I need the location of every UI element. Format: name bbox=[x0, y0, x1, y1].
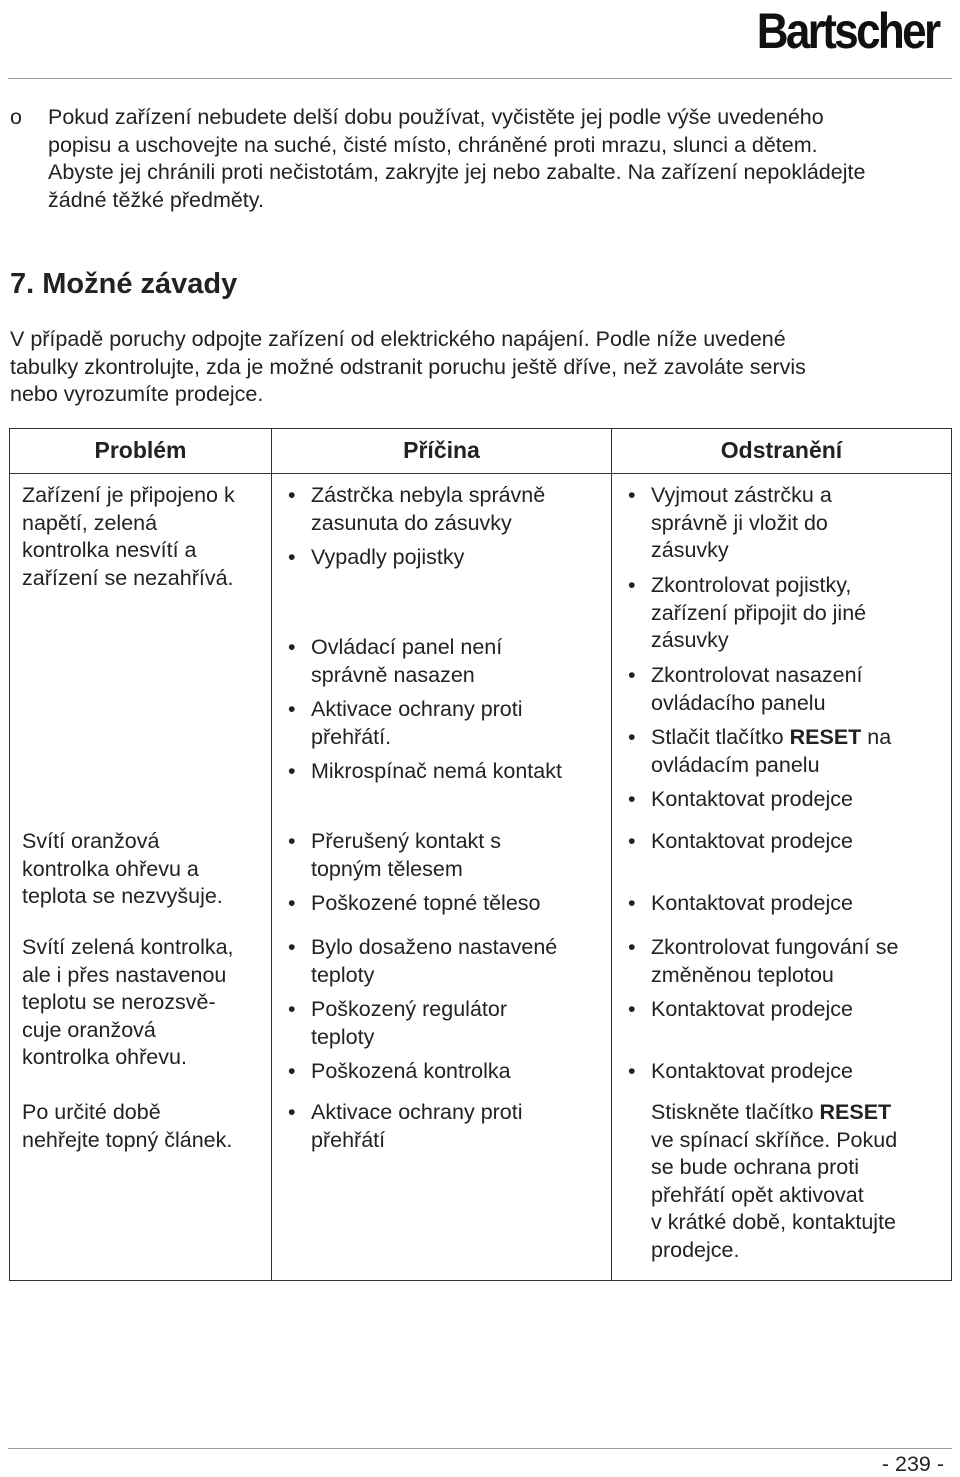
bullet-dot: • bbox=[628, 663, 636, 687]
text-line: teploty bbox=[311, 962, 375, 987]
text-line: Svítí zelená kontrolka, bbox=[22, 935, 234, 959]
bullet-dot: • bbox=[628, 725, 636, 749]
bullet-dot: • bbox=[628, 829, 636, 853]
list-item bbox=[624, 828, 945, 890]
text-line: nehřejte topný článek. bbox=[22, 1127, 233, 1152]
bullet-dot: • bbox=[628, 1059, 636, 1083]
text-line: žádné těžké předměty. bbox=[48, 187, 264, 212]
text-line: zasunuta do zásuvky bbox=[311, 510, 512, 535]
text-line: Aktivace ochrany proti bbox=[311, 1100, 523, 1124]
bullet-dot: • bbox=[628, 573, 636, 597]
list-item bbox=[624, 724, 945, 786]
text-line: Kontaktovat prodejce bbox=[651, 787, 853, 811]
header-divider bbox=[8, 78, 952, 79]
text-line: Kontaktovat prodejce bbox=[651, 1059, 853, 1083]
page-number: - 239 - bbox=[881, 1452, 944, 1476]
text-line: Zkontrolovat fungování se bbox=[651, 935, 899, 959]
list-item bbox=[284, 1058, 605, 1099]
list-item bbox=[284, 996, 605, 1058]
bullet-marker: o bbox=[10, 105, 22, 129]
text-line: Vypadly pojistky bbox=[311, 545, 465, 569]
solution-cell bbox=[612, 474, 952, 827]
footer-divider bbox=[8, 1448, 952, 1449]
bullet-dot: • bbox=[288, 545, 296, 569]
section-heading: 7. Možné závady bbox=[10, 268, 238, 300]
solution-cell bbox=[612, 934, 952, 1099]
text-line: zařízení se nezahřívá. bbox=[22, 565, 234, 590]
text-line: zásuvky bbox=[651, 628, 729, 652]
text-line: Zkontrolovat pojistky, bbox=[651, 573, 852, 597]
bullet-dot: • bbox=[628, 891, 636, 915]
list-item bbox=[624, 482, 945, 572]
text-line: Přerušený kontakt s bbox=[311, 829, 502, 853]
text-line: tabulky zkontrolujte, zda je možné odstranit poruchu ještě dříve, než zavoláte servis bbox=[10, 354, 806, 379]
text-line: Poškozený regulátor bbox=[311, 997, 507, 1021]
text-line: Aktivace ochrany proti bbox=[311, 697, 523, 721]
list-item bbox=[284, 828, 605, 890]
text-line: přehřátí. bbox=[311, 724, 392, 749]
text-line: Kontaktovat prodejce bbox=[651, 891, 853, 915]
list-item bbox=[284, 544, 605, 634]
text-line: teplota se nezvyšuje. bbox=[22, 884, 223, 908]
header-cause: Příčina bbox=[272, 429, 612, 474]
table-row bbox=[10, 1099, 952, 1281]
text-line: popisu a uschovejte na suché, čisté místo, chráněné proti mrazu, slunci a dětem. bbox=[48, 132, 818, 157]
text-line: Zkontrolovat nasazení bbox=[651, 663, 863, 687]
bullet-dot: • bbox=[288, 997, 296, 1021]
bullet-dot: • bbox=[288, 891, 296, 915]
text-line: zařízení připojit do jiné bbox=[651, 600, 867, 625]
list-item bbox=[284, 890, 605, 934]
text-line: prodejce. bbox=[651, 1237, 740, 1262]
reset-label: RESET bbox=[819, 1100, 892, 1124]
list-item bbox=[284, 1099, 605, 1154]
text-line: Vyjmout zástrčku a bbox=[651, 483, 832, 507]
text-line: přehřátí opět aktivovat bbox=[651, 1182, 864, 1207]
list-item bbox=[624, 572, 945, 662]
text-line: Po určité době bbox=[22, 1100, 161, 1124]
list-item bbox=[284, 482, 605, 544]
text-line: Zástrčka nebyla správně bbox=[311, 483, 546, 507]
list-item bbox=[624, 786, 945, 826]
bullet-dot: • bbox=[288, 483, 296, 507]
list-item bbox=[624, 662, 945, 724]
troubleshooting-table bbox=[9, 428, 952, 1281]
text-line: ovládacího panelu bbox=[651, 690, 826, 715]
bullet-dot: • bbox=[288, 635, 296, 659]
list-item bbox=[284, 634, 605, 696]
cause-cell bbox=[272, 474, 612, 827]
bullet-dot: • bbox=[628, 483, 636, 507]
text-line: ale i přes nastavenou bbox=[22, 962, 227, 987]
text-line: cuje oranžová bbox=[22, 1017, 156, 1042]
text-line: ovládacím panelu bbox=[651, 752, 820, 777]
problem-cell bbox=[10, 826, 272, 934]
cause-cell bbox=[272, 826, 612, 934]
text-line: ve spínací skříňce. Pokud bbox=[651, 1127, 898, 1152]
text-line: Mikrospínač nemá kontakt bbox=[311, 759, 562, 783]
problem-cell bbox=[10, 474, 272, 827]
storage-note bbox=[10, 104, 950, 214]
text-line: topným tělesem bbox=[311, 856, 463, 881]
text-line: kontrolka nesvítí a bbox=[22, 538, 197, 562]
text-line: v krátké době, kontaktujte bbox=[651, 1210, 897, 1234]
list-item bbox=[624, 1058, 945, 1099]
text-line: napětí, zelená bbox=[22, 510, 158, 535]
list-item bbox=[284, 696, 605, 758]
bullet-dot: • bbox=[288, 1059, 296, 1083]
bullet-dot: • bbox=[628, 787, 636, 811]
list-item bbox=[624, 890, 945, 934]
list-item bbox=[624, 1099, 945, 1264]
storage-note-text bbox=[48, 104, 950, 214]
solution-cell bbox=[612, 826, 952, 934]
problem-cell bbox=[10, 1099, 272, 1281]
table-row bbox=[10, 934, 952, 1099]
header-solution: Odstranění bbox=[612, 429, 952, 474]
text-line bbox=[651, 724, 945, 752]
bullet-dot: • bbox=[288, 1100, 296, 1124]
list-item bbox=[284, 934, 605, 996]
bullet-dot: • bbox=[288, 935, 296, 959]
text-line: kontrolka ohřevu. bbox=[22, 1045, 187, 1069]
list-item bbox=[624, 934, 945, 996]
bullet-dot: • bbox=[628, 935, 636, 959]
text-line: kontrolka ohřevu a bbox=[22, 856, 199, 881]
problem-cell bbox=[10, 934, 272, 1099]
header-problem: Problém bbox=[10, 429, 272, 474]
bullet-dot: • bbox=[288, 759, 296, 783]
text-line: teplotu se nerozsvě- bbox=[22, 990, 216, 1014]
table-row bbox=[10, 474, 952, 827]
cause-cell bbox=[272, 1099, 612, 1281]
text-span: Stlačit tlačítko bbox=[651, 725, 790, 749]
text-line: Zařízení je připojeno k bbox=[22, 483, 235, 507]
text-line bbox=[651, 1099, 945, 1127]
text-line: Svítí oranžová bbox=[22, 829, 160, 853]
text-line: nebo vyrozumíte prodejce. bbox=[10, 382, 264, 406]
list-item bbox=[284, 758, 605, 798]
text-line: Abyste jej chránili proti nečistotám, zakryjte jej nebo zabalte. Na zařízení nepokládejte bbox=[48, 160, 866, 184]
text-line: správně nasazen bbox=[311, 662, 475, 687]
text-line: Poškozená kontrolka bbox=[311, 1059, 511, 1083]
bullet-dot: • bbox=[288, 829, 296, 853]
text-span: na bbox=[861, 725, 892, 749]
text-line: Kontaktovat prodejce bbox=[651, 829, 853, 853]
cause-cell bbox=[272, 934, 612, 1099]
text-line: Poškozené topné těleso bbox=[311, 891, 541, 915]
bullet-dot: • bbox=[288, 697, 296, 721]
reset-label: RESET bbox=[789, 725, 862, 749]
text-line: přehřátí bbox=[311, 1127, 386, 1152]
text-line: Bylo dosaženo nastavené bbox=[311, 935, 558, 959]
text-line: Pokud zařízení nebudete delší dobu používat, vyčistěte jej podle výše uvedeného bbox=[48, 105, 824, 129]
text-line: teploty bbox=[311, 1024, 375, 1049]
text-span: Stiskněte tlačítko bbox=[651, 1100, 820, 1124]
text-line: se bude ochrana proti bbox=[651, 1155, 859, 1179]
text-line: správně ji vložit do bbox=[651, 510, 828, 535]
solution-cell bbox=[612, 1099, 952, 1281]
table-row bbox=[10, 826, 952, 934]
list-item bbox=[624, 996, 945, 1058]
text-line: V případě poruchy odpojte zařízení od elektrického napájení. Podle níže uvedené bbox=[10, 327, 786, 351]
text-line: změněnou teplotou bbox=[651, 962, 834, 987]
bullet-dot: • bbox=[628, 997, 636, 1021]
table-header-row bbox=[10, 429, 952, 474]
text-line: zásuvky bbox=[651, 538, 729, 562]
text-line: Kontaktovat prodejce bbox=[651, 997, 853, 1021]
brand-logo: Bartscher bbox=[756, 3, 938, 59]
text-line: Ovládací panel není bbox=[311, 635, 503, 659]
section-paragraph bbox=[10, 326, 940, 409]
